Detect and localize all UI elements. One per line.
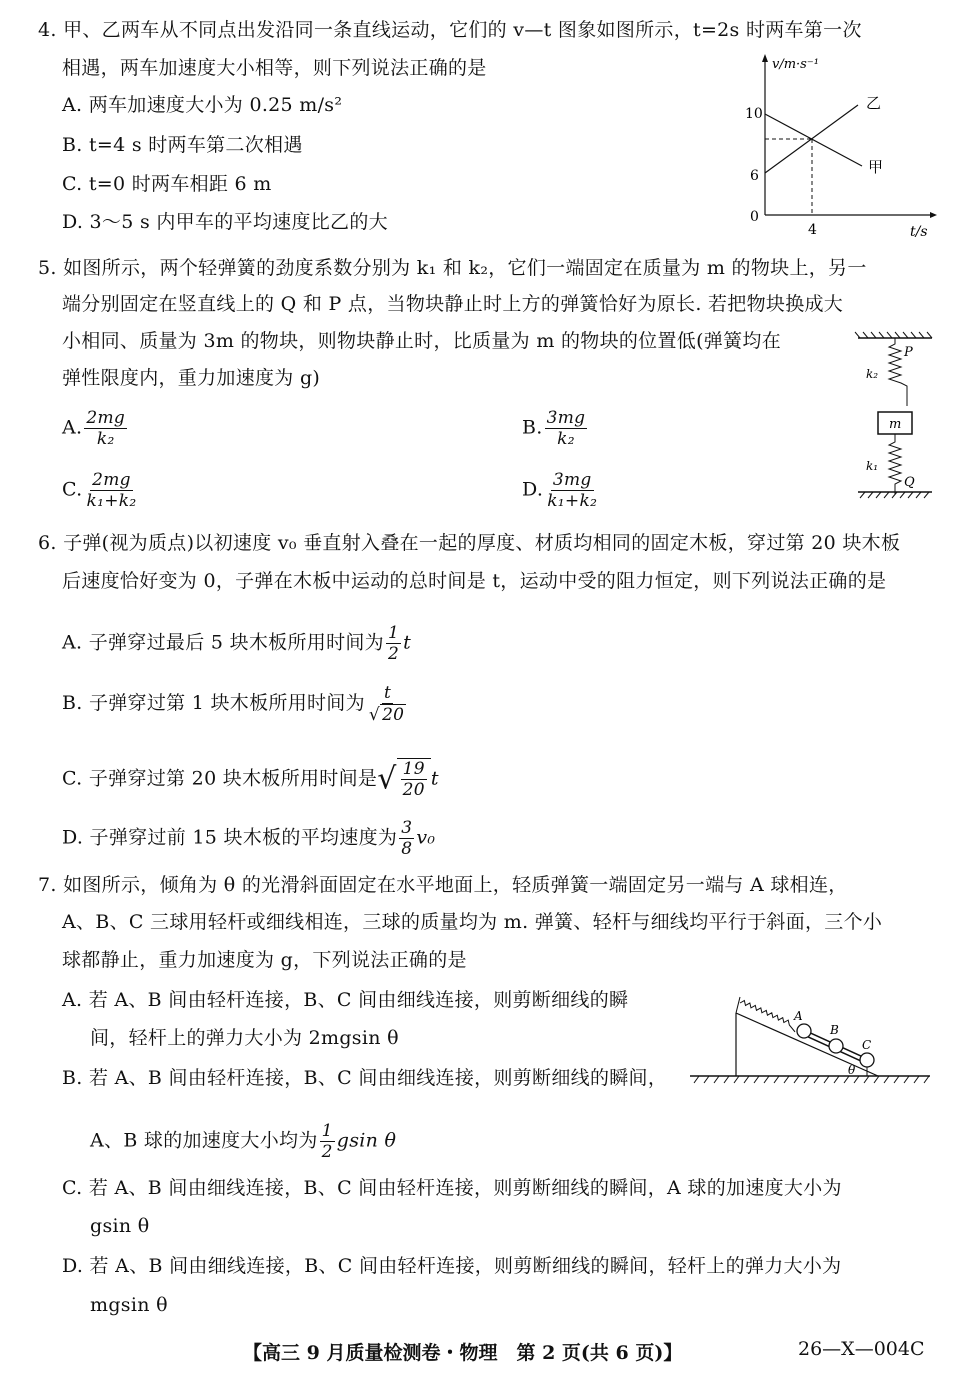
q4-option-d: D. 3～5 s 内甲车的平均速度比乙的大 (62, 211, 388, 233)
label-jia: 甲 (868, 158, 884, 176)
label-yi: 乙 (866, 94, 882, 112)
q5-stem-2: 端分别固定在竖直线上的 Q 和 P 点，当物块静止时上方的弹簧恰好为原长. 若把物块换成大 (62, 293, 844, 315)
svg-text:k₂: k₂ (866, 367, 879, 381)
q6-option-c: C. 子弹穿过第 20 块木板所用时间是√ $\frac{19}{20}$ t (62, 759, 439, 800)
svg-text:C: C (862, 1038, 872, 1052)
q6-stem-1: 6. 子弹(视为质点)以初速度 v₀ 垂直射入叠在一起的厚度、材质均相同的固定木板，穿过第 20 块木板 (38, 532, 901, 554)
svg-text:A: A (794, 1009, 803, 1023)
q6-stem-2: 后速度恰好变为 0，子弹在木板中运动的总时间是 t，运动中受的阻力恒定，则下列说法正确的是 (62, 570, 887, 592)
incline-surface (736, 1013, 878, 1076)
q5-stem-4: 弹性限度内，重力加速度为 g) (62, 367, 321, 389)
q4-stem-1: 4. 甲、乙两车从不同点出发沿同一条直线运动，它们的 v—t 图象如图所示，t=2s 时两车第一次 (38, 19, 862, 41)
q7-option-a-2: 间，轻杆上的弹力大小为 2mgsin θ (90, 1027, 399, 1049)
footer-title: 【高三 9 月质量检测卷・物理 第 2 页(共 6 页)】 (243, 1342, 683, 1364)
q4-option-c: C. t=0 时两车相距 6 m (62, 173, 272, 195)
q7-option-b-1: B. 若 A、B 间由轻杆连接，B、C 间由细线连接，则剪断细线的瞬间， (62, 1067, 668, 1089)
q4-option-b: B. t=4 s 时两车第二次相遇 (62, 134, 303, 156)
vt-graph (740, 50, 940, 240)
ytick-10: 10 (745, 106, 763, 122)
q5-stem-1: 5. 如图所示，两个轻弹簧的劲度系数分别为 k₁ 和 k₂，它们一端固定在质量为 m 的物块上，另一 (38, 257, 867, 279)
spring-k1 (889, 434, 901, 494)
spring-figure (850, 330, 940, 505)
v-axis-label: v/m·s⁻¹ (772, 57, 819, 72)
q7-stem-2: A、B、C 三球用轻杆或细线相连，三球的质量均为 m. 弹簧、轻杆与细线均平行于斜面，三个小 (62, 911, 883, 933)
q4-stem-2: 相遇，两车加速度大小相等，则下列说法正确的是 (62, 57, 487, 79)
q7-option-b-2: A、B 球的加速度大小均为 $\frac{1}{2}$ gsin θ (90, 1121, 397, 1162)
svg-text:θ: θ (848, 1063, 856, 1077)
q7-option-c-1: C. 若 A、B 间由细线连接，B、C 间由轻杆连接，则剪断细线的瞬间，A 球的加速度大小为 (62, 1177, 842, 1199)
q4-option-a: A. 两车加速度大小为 0.25 m/s² (62, 94, 343, 116)
q7-option-c-2: gsin θ (90, 1215, 150, 1237)
q5-option-d: D. $\frac{3mg}{\text{k₁+k₂}}$ (522, 470, 598, 511)
ball-b (829, 1039, 843, 1053)
q6-option-b: B. 子弹穿过第 1 块木板所用时间为 $\frac{t}{√ 20}$ (62, 683, 405, 725)
svg-text:k₁: k₁ (866, 459, 879, 473)
svg-text:m: m (889, 417, 902, 432)
line-jia (765, 114, 862, 166)
ball-c (860, 1053, 874, 1067)
q6-option-d: D. 子弹穿过前 15 块木板的平均速度为 $\frac{3}{8}$ v₀ (62, 818, 436, 859)
svg-text:Q: Q (904, 475, 915, 490)
xtick-4: 4 (808, 222, 817, 238)
svg-text:P: P (904, 345, 913, 360)
svg-text:B: B (830, 1023, 839, 1037)
q5-option-b: B. $\frac{3mg}{\text{k₂}}$ (522, 408, 586, 449)
q5-stem-3: 小相同、质量为 3m 的物块，则物块静止时，比质量为 m 的物块的位置低(弹簧均在 (62, 330, 781, 352)
q6-option-a: A. 子弹穿过最后 5 块木板所用时间为 $\frac{1}{2}$ t (62, 623, 412, 664)
ball-a (797, 1024, 811, 1038)
q5-option-a: A. $\frac{2mg}{\text{k₂}}$ (62, 408, 126, 449)
ytick-0: 0 (750, 209, 759, 225)
incline-figure (690, 985, 935, 1085)
ytick-6: 6 (750, 168, 759, 184)
footer-code: 26—X—004C (798, 1338, 925, 1360)
q7-option-d-2: mgsin θ (90, 1294, 168, 1316)
q7-option-a-1: A. 若 A、B 间由轻杆连接，B、C 间由细线连接，则剪断细线的瞬 (62, 989, 629, 1011)
q7-option-d-1: D. 若 A、B 间由细线连接，B、C 间由轻杆连接，则剪断细线的瞬间，轻杆上的弹力大小为 (62, 1255, 842, 1277)
q5-option-c: C. $\frac{2mg}{\text{k₁+k₂}}$ (62, 470, 137, 511)
t-axis-label: t/s (910, 224, 928, 240)
q7-stem-1: 7. 如图所示，倾角为 θ 的光滑斜面固定在水平地面上，轻质弹簧一端固定另一端与 A 球相连， (38, 874, 848, 896)
q7-stem-3: 球都静止，重力加速度为 g，下列说法正确的是 (62, 949, 467, 971)
